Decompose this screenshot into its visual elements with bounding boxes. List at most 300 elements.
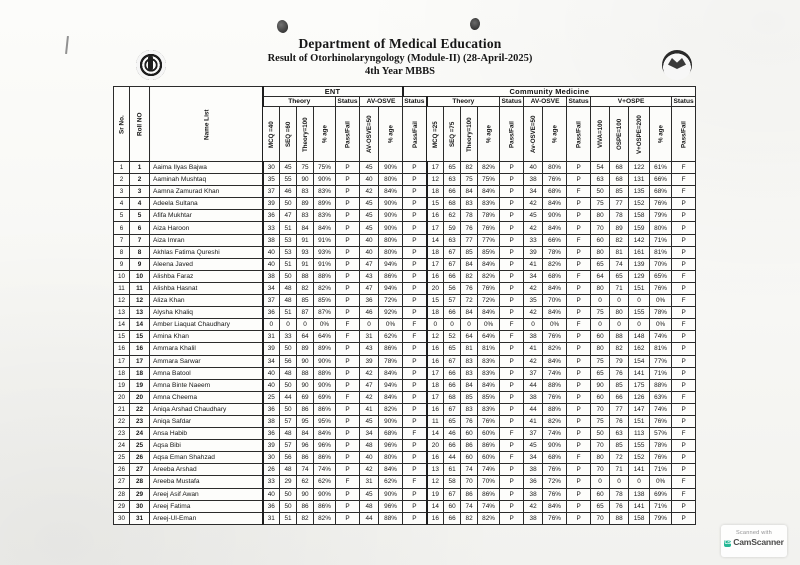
cell-ent-avosve-status: P bbox=[403, 403, 427, 415]
cell-cm-theory-status: P bbox=[500, 403, 524, 415]
cell-cm-viva: 60 bbox=[591, 331, 610, 343]
cell-roll-no: 9 bbox=[130, 258, 150, 270]
cell-ent-theory-total: 62 bbox=[297, 476, 314, 488]
table-row bbox=[114, 452, 696, 464]
cell-cm-viva: 70 bbox=[591, 512, 610, 524]
cell-ent-mcq: 39 bbox=[263, 343, 280, 355]
header-cm-avosve-marks: Av-OSVE=50 bbox=[524, 107, 543, 162]
cell-cm-vospe-status: F bbox=[672, 174, 696, 186]
header-ent-status-avosve: Status bbox=[403, 97, 427, 107]
cell-cm-vospe-total: 155 bbox=[629, 440, 650, 452]
header-subject-community-medicine: Community Medicine bbox=[403, 87, 696, 97]
cell-cm-vospe-pct: 78% bbox=[650, 440, 672, 452]
cell-ent-seq: 45 bbox=[280, 162, 297, 174]
cell-ent-theory-pct: 91% bbox=[314, 234, 336, 246]
cell-cm-avosve-marks: 42 bbox=[524, 500, 543, 512]
cell-ent-avosve-pct: 96% bbox=[379, 500, 403, 512]
cell-cm-vospe-pct: 0% bbox=[650, 319, 672, 331]
cell-student-name: Ammara Sarwar bbox=[150, 355, 263, 367]
table-row bbox=[114, 307, 696, 319]
table-row bbox=[114, 476, 696, 488]
cell-cm-vospe-total: 129 bbox=[629, 270, 650, 282]
cell-cm-avosve-status: P bbox=[567, 258, 591, 270]
cell-cm-theory-pct: 82% bbox=[478, 512, 500, 524]
cell-cm-avosve-pct: 90% bbox=[543, 440, 567, 452]
cell-ent-avosve-status: P bbox=[403, 222, 427, 234]
cell-cm-avosve-status: P bbox=[567, 246, 591, 258]
cell-ent-theory-total: 82 bbox=[297, 512, 314, 524]
cell-ent-mcq: 40 bbox=[263, 246, 280, 258]
cell-cm-avosve-pct: 0% bbox=[543, 319, 567, 331]
cell-roll-no: 10 bbox=[130, 270, 150, 282]
cell-cm-avosve-status: P bbox=[567, 198, 591, 210]
cell-cm-vospe-status: P bbox=[672, 355, 696, 367]
cell-cm-vospe-pct: 76% bbox=[650, 452, 672, 464]
cell-cm-vospe-total: 154 bbox=[629, 355, 650, 367]
cell-ent-avosve-status: F bbox=[403, 331, 427, 343]
cell-ent-avosve-marks: 44 bbox=[360, 512, 379, 524]
table-row bbox=[114, 258, 696, 270]
cell-cm-mcq: 17 bbox=[427, 258, 444, 270]
cell-cm-mcq: 17 bbox=[427, 162, 444, 174]
cell-cm-theory-pct: 84% bbox=[478, 186, 500, 198]
header-cm-vospe-total: V+OSPE=200 bbox=[629, 107, 650, 162]
cell-cm-viva: 75 bbox=[591, 415, 610, 427]
cell-ent-theory-status: P bbox=[336, 403, 360, 415]
cell-cm-avosve-status: P bbox=[567, 210, 591, 222]
cell-cm-avosve-pct: 82% bbox=[543, 258, 567, 270]
cell-sr-no: 4 bbox=[114, 198, 130, 210]
cell-ent-mcq: 40 bbox=[263, 367, 280, 379]
cell-ent-avosve-status: P bbox=[403, 355, 427, 367]
results-table-container bbox=[113, 86, 694, 525]
cell-cm-mcq: 16 bbox=[427, 512, 444, 524]
cell-student-name: Amna Binte Naeem bbox=[150, 379, 263, 391]
cell-cm-ospe: 78 bbox=[610, 488, 629, 500]
cell-cm-vospe-status: P bbox=[672, 512, 696, 524]
cell-cm-theory-status: P bbox=[500, 415, 524, 427]
cell-ent-seq: 53 bbox=[280, 234, 297, 246]
header-cm-status-avosve: Status bbox=[568, 98, 589, 105]
cell-ent-avosve-marks: 42 bbox=[360, 464, 379, 476]
cell-roll-no: 18 bbox=[130, 367, 150, 379]
cell-ent-theory-pct: 86% bbox=[314, 403, 336, 415]
cell-cm-seq: 65 bbox=[444, 162, 461, 174]
cell-ent-seq: 57 bbox=[280, 415, 297, 427]
cell-cm-mcq: 15 bbox=[427, 295, 444, 307]
header-ent-status-theory: Status bbox=[337, 98, 358, 105]
cell-cm-viva: 50 bbox=[591, 428, 610, 440]
cell-student-name: Amina Khan bbox=[150, 331, 263, 343]
cell-ent-avosve-marks: 45 bbox=[360, 198, 379, 210]
cell-ent-seq: 48 bbox=[280, 295, 297, 307]
cell-cm-avosve-status: F bbox=[567, 234, 591, 246]
cell-cm-theory-status: P bbox=[500, 476, 524, 488]
cell-student-name: Aamna Zamurad Khan bbox=[150, 186, 263, 198]
cell-roll-no: 31 bbox=[130, 512, 150, 524]
header-cm-theory-passfail: Pass/Fail bbox=[500, 107, 524, 162]
cell-cm-vospe-status: P bbox=[672, 282, 696, 294]
cell-roll-no: 28 bbox=[130, 476, 150, 488]
cell-cm-theory-status: P bbox=[500, 488, 524, 500]
cell-cm-theory-total: 82 bbox=[461, 512, 478, 524]
page-subtitle: Result of Otorhinolaryngology (Module-II) (28-April-2025) bbox=[267, 53, 533, 64]
cell-cm-mcq: 18 bbox=[427, 186, 444, 198]
cell-cm-vospe-pct: 68% bbox=[650, 186, 672, 198]
cell-ent-theory-total: 86 bbox=[297, 452, 314, 464]
cell-ent-avosve-marks: 39 bbox=[360, 355, 379, 367]
header-row-subject bbox=[114, 87, 696, 97]
scan-artifact-right bbox=[469, 17, 481, 30]
cell-cm-vospe-pct: 76% bbox=[650, 415, 672, 427]
cell-ent-theory-status: P bbox=[336, 464, 360, 476]
header-cm-theory-group: Theory bbox=[427, 97, 500, 107]
cell-ent-theory-status: F bbox=[336, 476, 360, 488]
cell-ent-avosve-pct: 80% bbox=[379, 246, 403, 258]
cell-cm-ospe: 82 bbox=[610, 343, 629, 355]
cell-ent-mcq: 40 bbox=[263, 488, 280, 500]
cell-cm-viva: 75 bbox=[591, 198, 610, 210]
cell-ent-avosve-pct: 68% bbox=[379, 428, 403, 440]
cell-ent-avosve-marks: 46 bbox=[360, 307, 379, 319]
cell-ent-theory-total: 88 bbox=[297, 367, 314, 379]
cell-cm-avosve-marks: 42 bbox=[524, 282, 543, 294]
cell-ent-avosve-status: P bbox=[403, 500, 427, 512]
cell-ent-theory-pct: 85% bbox=[314, 295, 336, 307]
cell-ent-theory-total: 91 bbox=[297, 258, 314, 270]
cell-ent-avosve-status: F bbox=[403, 319, 427, 331]
document-header bbox=[0, 36, 800, 78]
cell-ent-theory-status: P bbox=[336, 379, 360, 391]
cell-cm-avosve-status: P bbox=[567, 476, 591, 488]
cell-cm-theory-status: P bbox=[500, 512, 524, 524]
cell-ent-seq: 50 bbox=[280, 270, 297, 282]
cell-cm-viva: 80 bbox=[591, 210, 610, 222]
cell-cm-seq: 62 bbox=[444, 210, 461, 222]
cell-ent-seq: 44 bbox=[280, 391, 297, 403]
cell-cm-viva: 80 bbox=[591, 452, 610, 464]
cell-cm-theory-total: 85 bbox=[461, 246, 478, 258]
cell-ent-avosve-pct: 90% bbox=[379, 222, 403, 234]
cell-cm-avosve-status: F bbox=[567, 270, 591, 282]
cell-cm-avosve-status: P bbox=[567, 367, 591, 379]
cell-cm-avosve-marks: 34 bbox=[524, 452, 543, 464]
cell-cm-avosve-marks: 0 bbox=[524, 319, 543, 331]
cell-cm-theory-status: P bbox=[500, 234, 524, 246]
cell-ent-avosve-pct: 92% bbox=[379, 307, 403, 319]
cell-cm-viva: 54 bbox=[591, 162, 610, 174]
cell-cm-mcq: 16 bbox=[427, 270, 444, 282]
cell-ent-theory-total: 89 bbox=[297, 198, 314, 210]
cell-cm-seq: 57 bbox=[444, 295, 461, 307]
cell-student-name: Areeba Arshad bbox=[150, 464, 263, 476]
cell-cm-mcq: 16 bbox=[427, 343, 444, 355]
cell-ent-mcq: 30 bbox=[263, 452, 280, 464]
cell-cm-seq: 66 bbox=[444, 367, 461, 379]
cell-cm-avosve-status: P bbox=[567, 464, 591, 476]
cell-cm-vospe-status: P bbox=[672, 415, 696, 427]
cell-cm-theory-pct: 78% bbox=[478, 210, 500, 222]
cell-ent-avosve-pct: 88% bbox=[379, 512, 403, 524]
cell-ent-mcq: 36 bbox=[263, 500, 280, 512]
cell-ent-seq: 0 bbox=[280, 319, 297, 331]
table-row bbox=[114, 186, 696, 198]
cell-ent-avosve-pct: 84% bbox=[379, 391, 403, 403]
cell-ent-avosve-status: P bbox=[403, 198, 427, 210]
cell-cm-theory-status: P bbox=[500, 464, 524, 476]
cell-roll-no: 23 bbox=[130, 415, 150, 427]
cell-ent-theory-total: 86 bbox=[297, 403, 314, 415]
header-roll-no: Roll NO bbox=[130, 87, 150, 162]
cell-ent-avosve-status: P bbox=[403, 379, 427, 391]
cell-cm-theory-total: 85 bbox=[461, 391, 478, 403]
header-cm-avosve-group: AV-OSVE bbox=[524, 97, 567, 107]
cell-cm-avosve-status: P bbox=[567, 343, 591, 355]
table-row bbox=[114, 222, 696, 234]
cell-ent-seq: 55 bbox=[280, 174, 297, 186]
cell-ent-theory-total: 74 bbox=[297, 464, 314, 476]
cell-student-name: Areej-Ul-Eman bbox=[150, 512, 263, 524]
cell-cm-avosve-status: P bbox=[567, 295, 591, 307]
cell-cm-theory-total: 84 bbox=[461, 379, 478, 391]
cell-cm-avosve-marks: 36 bbox=[524, 476, 543, 488]
cell-cm-vospe-total: 155 bbox=[629, 307, 650, 319]
cell-sr-no: 27 bbox=[114, 476, 130, 488]
cell-cm-vospe-total: 158 bbox=[629, 210, 650, 222]
cell-cm-ospe: 76 bbox=[610, 367, 629, 379]
cell-ent-seq: 56 bbox=[280, 355, 297, 367]
cell-cm-avosve-marks: 42 bbox=[524, 222, 543, 234]
cell-cm-vospe-total: 139 bbox=[629, 258, 650, 270]
cell-cm-mcq: 16 bbox=[427, 355, 444, 367]
cell-cm-avosve-pct: 72% bbox=[543, 476, 567, 488]
cell-cm-vospe-total: 113 bbox=[629, 428, 650, 440]
cell-cm-ospe: 76 bbox=[610, 500, 629, 512]
cell-ent-avosve-pct: 96% bbox=[379, 440, 403, 452]
cell-cm-vospe-pct: 71% bbox=[650, 500, 672, 512]
cell-sr-no: 20 bbox=[114, 391, 130, 403]
cell-cm-theory-total: 84 bbox=[461, 186, 478, 198]
cell-cm-theory-total: 83 bbox=[461, 355, 478, 367]
cell-ent-theory-pct: 96% bbox=[314, 440, 336, 452]
cell-ent-theory-status: P bbox=[336, 210, 360, 222]
cell-cm-vospe-status: P bbox=[672, 464, 696, 476]
cell-cm-vospe-total: 131 bbox=[629, 174, 650, 186]
cell-cm-avosve-marks: 39 bbox=[524, 246, 543, 258]
cell-cm-mcq: 17 bbox=[427, 222, 444, 234]
cell-cm-ospe: 74 bbox=[610, 258, 629, 270]
cell-ent-mcq: 33 bbox=[263, 222, 280, 234]
cell-ent-avosve-pct: 84% bbox=[379, 464, 403, 476]
cell-ent-avosve-status: P bbox=[403, 391, 427, 403]
cell-student-name: Areeba Mustafa bbox=[150, 476, 263, 488]
cell-cm-theory-pct: 85% bbox=[478, 391, 500, 403]
cell-cm-theory-status: P bbox=[500, 210, 524, 222]
cell-cm-theory-total: 81 bbox=[461, 343, 478, 355]
cell-cm-theory-pct: 76% bbox=[478, 222, 500, 234]
cell-ent-theory-total: 64 bbox=[297, 331, 314, 343]
cell-cm-seq: 66 bbox=[444, 512, 461, 524]
cell-ent-seq: 50 bbox=[280, 500, 297, 512]
cell-cm-seq: 52 bbox=[444, 331, 461, 343]
cell-cm-theory-status: P bbox=[500, 270, 524, 282]
cell-cm-avosve-marks: 42 bbox=[524, 198, 543, 210]
cell-sr-no: 10 bbox=[114, 270, 130, 282]
cell-roll-no: 14 bbox=[130, 319, 150, 331]
cell-ent-theory-total: 87 bbox=[297, 307, 314, 319]
cell-cm-avosve-marks: 35 bbox=[524, 295, 543, 307]
cell-cm-vospe-status: F bbox=[672, 476, 696, 488]
cell-ent-mcq: 26 bbox=[263, 464, 280, 476]
cell-cm-vospe-total: 141 bbox=[629, 464, 650, 476]
cell-ent-theory-total: 91 bbox=[297, 234, 314, 246]
cell-ent-mcq: 35 bbox=[263, 174, 280, 186]
header-cm-avosve-passfail: Pass/Fail bbox=[567, 107, 591, 162]
table-row bbox=[114, 391, 696, 403]
cell-cm-avosve-marks: 45 bbox=[524, 440, 543, 452]
cell-cm-avosve-status: P bbox=[567, 379, 591, 391]
cell-ent-avosve-pct: 90% bbox=[379, 210, 403, 222]
cell-cm-vospe-total: 126 bbox=[629, 391, 650, 403]
cell-ent-avosve-marks: 43 bbox=[360, 270, 379, 282]
cell-cm-vospe-status: F bbox=[672, 488, 696, 500]
cell-cm-theory-status: F bbox=[500, 331, 524, 343]
cell-cm-vospe-status: P bbox=[672, 198, 696, 210]
cell-ent-avosve-pct: 94% bbox=[379, 379, 403, 391]
cell-sr-no: 29 bbox=[114, 500, 130, 512]
cell-ent-theory-pct: 87% bbox=[314, 307, 336, 319]
cell-cm-ospe: 0 bbox=[610, 476, 629, 488]
header-cm-status-vospe: Status bbox=[673, 98, 694, 105]
cell-ent-mcq: 36 bbox=[263, 210, 280, 222]
cell-ent-theory-status: P bbox=[336, 500, 360, 512]
cell-cm-theory-status: P bbox=[500, 500, 524, 512]
cell-cm-mcq: 13 bbox=[427, 464, 444, 476]
cell-cm-avosve-status: P bbox=[567, 282, 591, 294]
cell-cm-avosve-marks: 38 bbox=[524, 391, 543, 403]
cell-cm-seq: 66 bbox=[444, 379, 461, 391]
cell-sr-no: 28 bbox=[114, 488, 130, 500]
cell-ent-theory-status: P bbox=[336, 512, 360, 524]
cell-cm-viva: 75 bbox=[591, 355, 610, 367]
cell-ent-theory-total: 96 bbox=[297, 440, 314, 452]
header-ent-theory-group: Theory bbox=[263, 97, 336, 107]
cell-cm-viva: 0 bbox=[591, 295, 610, 307]
cell-cm-theory-total: 86 bbox=[461, 488, 478, 500]
cell-sr-no: 26 bbox=[114, 464, 130, 476]
cell-cm-vospe-total: 138 bbox=[629, 488, 650, 500]
table-row bbox=[114, 198, 696, 210]
table-row bbox=[114, 512, 696, 524]
cell-cm-avosve-marks: 34 bbox=[524, 186, 543, 198]
cell-cm-theory-pct: 74% bbox=[478, 500, 500, 512]
cell-student-name: Aliza Khan bbox=[150, 295, 263, 307]
cell-cm-avosve-status: P bbox=[567, 415, 591, 427]
cell-cm-vospe-pct: 69% bbox=[650, 488, 672, 500]
cell-cm-vospe-status: F bbox=[672, 319, 696, 331]
header-subject-ent: ENT bbox=[263, 87, 403, 97]
cell-cm-theory-total: 84 bbox=[461, 258, 478, 270]
cell-cm-viva: 65 bbox=[591, 258, 610, 270]
cell-cm-avosve-status: F bbox=[567, 452, 591, 464]
cell-cm-vospe-total: 158 bbox=[629, 512, 650, 524]
cell-cm-vospe-total: 159 bbox=[629, 222, 650, 234]
cell-cm-avosve-status: F bbox=[567, 186, 591, 198]
cell-sr-no: 1 bbox=[114, 162, 130, 174]
cell-ent-mcq: 25 bbox=[263, 391, 280, 403]
cell-ent-seq: 47 bbox=[280, 210, 297, 222]
cell-cm-ospe: 77 bbox=[610, 403, 629, 415]
header-cm-mcq: MCQ =25 bbox=[427, 107, 444, 162]
cell-ent-avosve-marks: 47 bbox=[360, 379, 379, 391]
cell-cm-theory-total: 60 bbox=[461, 452, 478, 464]
cell-cm-avosve-marks: 37 bbox=[524, 367, 543, 379]
cell-cm-theory-status: P bbox=[500, 258, 524, 270]
cell-cm-theory-status: P bbox=[500, 198, 524, 210]
cell-student-name: Aqsa Bibi bbox=[150, 440, 263, 452]
cell-cm-vospe-total: 148 bbox=[629, 331, 650, 343]
cell-cm-vospe-total: 147 bbox=[629, 403, 650, 415]
cell-cm-avosve-pct: 70% bbox=[543, 295, 567, 307]
cell-ent-avosve-pct: 84% bbox=[379, 186, 403, 198]
cell-cm-theory-status: P bbox=[500, 307, 524, 319]
cell-cm-viva: 64 bbox=[591, 270, 610, 282]
cell-ent-theory-status: P bbox=[336, 355, 360, 367]
cell-ent-theory-status: P bbox=[336, 367, 360, 379]
cell-cm-vospe-pct: 71% bbox=[650, 464, 672, 476]
cell-cm-theory-pct: 84% bbox=[478, 307, 500, 319]
cell-cm-vospe-status: P bbox=[672, 246, 696, 258]
cell-cm-theory-total: 75 bbox=[461, 174, 478, 186]
cell-cm-theory-pct: 76% bbox=[478, 282, 500, 294]
cell-ent-theory-total: 95 bbox=[297, 415, 314, 427]
cell-cm-theory-total: 76 bbox=[461, 222, 478, 234]
cell-ent-seq: 50 bbox=[280, 198, 297, 210]
table-row bbox=[114, 270, 696, 282]
cell-ent-avosve-pct: 78% bbox=[379, 355, 403, 367]
cell-student-name: Aniqa Safdar bbox=[150, 415, 263, 427]
cell-cm-theory-status: F bbox=[500, 452, 524, 464]
cell-ent-avosve-marks: 45 bbox=[360, 415, 379, 427]
cell-cm-theory-total: 78 bbox=[461, 210, 478, 222]
cell-sr-no: 23 bbox=[114, 428, 130, 440]
cell-ent-mcq: 34 bbox=[263, 282, 280, 294]
cell-cm-seq: 63 bbox=[444, 234, 461, 246]
cell-ent-theory-pct: 89% bbox=[314, 198, 336, 210]
cell-cm-theory-pct: 81% bbox=[478, 343, 500, 355]
cell-ent-avosve-marks: 31 bbox=[360, 331, 379, 343]
cell-cm-vospe-total: 151 bbox=[629, 415, 650, 427]
cell-cm-theory-status: P bbox=[500, 174, 524, 186]
cell-roll-no: 19 bbox=[130, 379, 150, 391]
cell-cm-avosve-pct: 78% bbox=[543, 246, 567, 258]
cell-ent-theory-total: 93 bbox=[297, 246, 314, 258]
cell-cm-theory-total: 64 bbox=[461, 331, 478, 343]
table-row bbox=[114, 488, 696, 500]
cell-cm-theory-pct: 60% bbox=[478, 452, 500, 464]
cell-cm-avosve-status: P bbox=[567, 391, 591, 403]
cell-cm-avosve-pct: 68% bbox=[543, 186, 567, 198]
cell-ent-theory-total: 84 bbox=[297, 222, 314, 234]
cell-cm-theory-pct: 70% bbox=[478, 476, 500, 488]
scan-artifact-left bbox=[276, 19, 289, 34]
cell-cm-avosve-pct: 76% bbox=[543, 464, 567, 476]
cell-cm-seq: 61 bbox=[444, 464, 461, 476]
cell-student-name: Aleena Javed bbox=[150, 258, 263, 270]
cell-ent-avosve-marks: 45 bbox=[360, 210, 379, 222]
cell-ent-avosve-pct: 82% bbox=[379, 403, 403, 415]
cell-cm-theory-status: P bbox=[500, 440, 524, 452]
